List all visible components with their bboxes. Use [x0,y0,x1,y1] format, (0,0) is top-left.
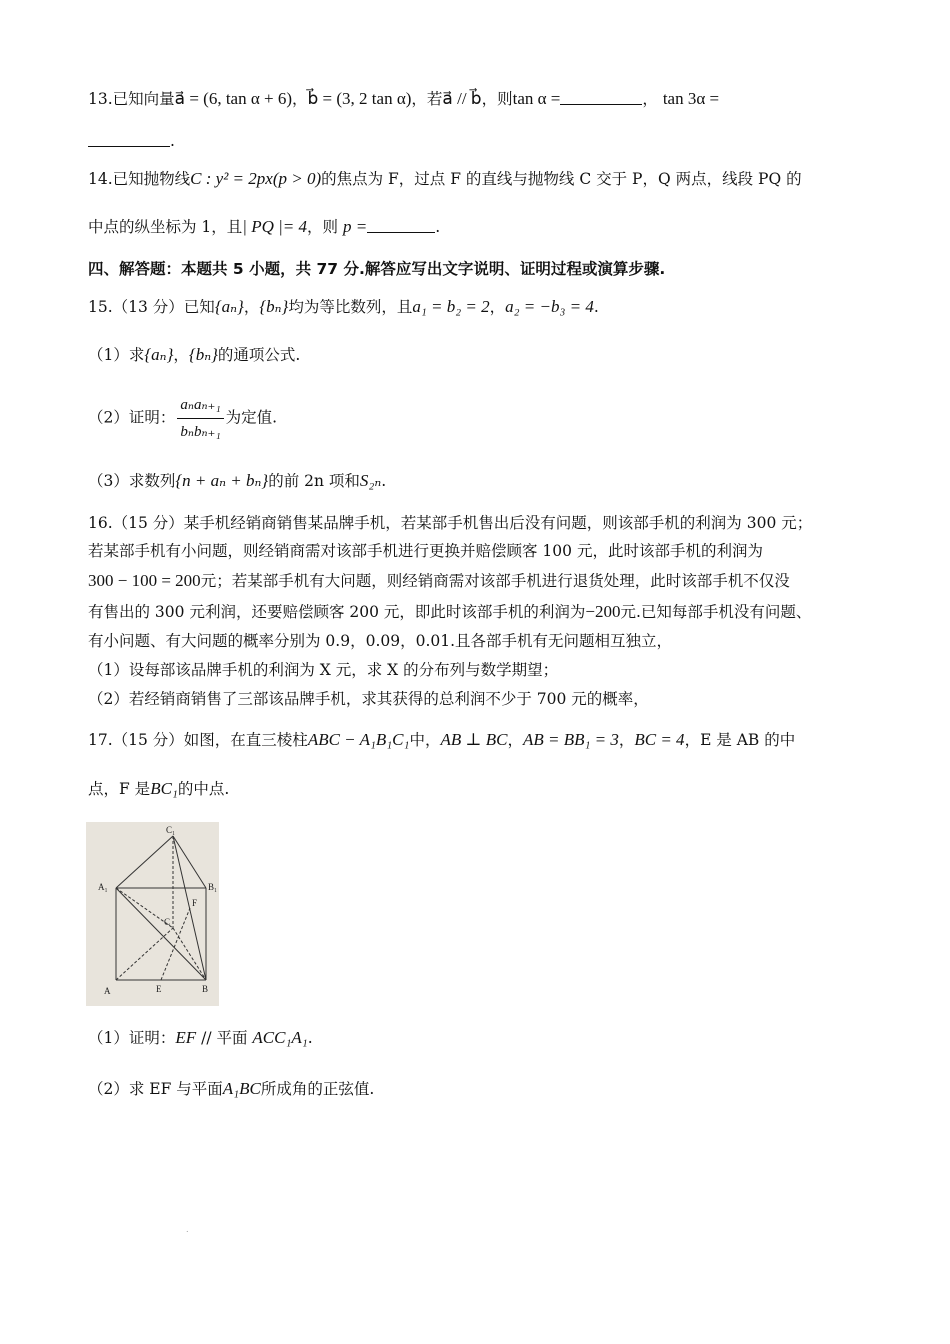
label-f: F [192,898,198,908]
label-e: E [156,984,162,994]
q15-sep2: ， [489,298,506,316]
q17-perp: AB ⊥ BC [440,730,508,749]
q15-p3-b: 的前 2n 项和 [268,472,360,490]
q17-prism: ABC − A₁B₁C₁ [307,730,410,749]
q15-p1-b: 的通项公式. [217,346,301,364]
label-c: C [164,917,171,927]
q15-intro-b: 均为等比数列，且 [288,298,413,316]
q13-blank-1[interactable] [560,90,642,105]
q14-end: . [435,218,441,236]
q17-line1 [88,729,795,751]
label-b: B [202,984,209,994]
q16-l4-math: −200 [585,602,621,621]
q16-line3 [88,570,790,592]
q14-text-c: 中点的纵坐标为 1，且 [88,218,243,236]
q15-p3-a: （3）求数列 [88,472,176,490]
q17-l2-a: 点，F 是 [88,780,151,798]
q16-l3-text: 元；若某部手机有大问题，则经销商需对该部手机进行退货处理，此时该部手机不仅没 [200,572,790,590]
q13-blank-2[interactable] [88,132,170,147]
edge-a1-c1 [116,836,173,888]
label-a: A [104,986,111,996]
q17-p2-a: （2）求 EF 与平面 [88,1080,223,1098]
q14-text-b: 的焦点为 F，过点 F 的直线与抛物线 C 交于 P，Q 两点，线段 PQ 的 [321,170,802,188]
q15-part2 [88,394,277,443]
q17-line2 [88,778,229,800]
q13-line2 [88,130,175,152]
prism-figure [86,822,219,1006]
q14-line1 [88,168,802,190]
q17-sep: ， [507,731,523,749]
q15-cond1: a₁ = b₂ = 2 [412,297,490,316]
q15-p1-seq-a: {aₙ} [144,345,174,364]
q17-eq2: BC = 4 [634,730,685,749]
edge-c1-b1 [173,836,206,888]
q17-p1-a: （1）证明： [88,1029,176,1047]
q13-ask-tan3: tan 3α = [662,89,720,108]
q15-p3-end: . [381,472,387,490]
q13-end: . [170,132,175,150]
q16-l3-math: 300 − 100 = 200 [88,571,201,590]
edge-a-c [116,928,173,980]
q15-intro-a: 15.（13 分）已知 [88,298,215,316]
q15-fraction-numerator: aₙaₙ₊₁ [177,394,223,419]
q17-part2 [88,1078,374,1100]
label-c1: C₁ [166,825,176,835]
q15-p2-a: （2）证明： [88,408,176,427]
q15-fraction [177,394,223,443]
q15-p2-b: 为定值. [225,408,278,427]
q17-p1-b: // 平面 [201,1029,248,1047]
label-b1: B₁ [208,882,218,892]
q14-text-a: 14.已知抛物线 [88,170,191,188]
q13-vector-a: a⃗ = (6, tan α + 6) [174,89,292,108]
q13-line1 [88,88,719,110]
q13-mid2: ，则 [481,90,513,108]
q13-vector-b: b⃗ = (3, 2 tan α) [307,89,412,108]
q16-line5: 有小问题、有大问题的概率分别为 0.9，0.09，0.01.且各部手机有无问题相互独立， [88,632,673,650]
q16-line1: 16.（15 分）某手机经销商销售某品牌手机，若某部手机售出后没有问题，则该部手机的利润为 300 元； [88,514,813,532]
q14-text-d: ，则 [307,218,339,236]
q17-p1-plane: ACC₁A₁ [252,1028,308,1047]
q16-part1: （1）设每部该品牌手机的利润为 X 元，求 X 的分布列与数学期望； [88,661,559,679]
q15-p3-sum: S₂ₙ [359,471,382,490]
q13-sep: ， [292,90,308,108]
q17-bc1: BC₁ [150,779,178,798]
prism-diagram [86,822,219,1006]
q17-part1 [88,1027,313,1049]
q13-parallel: a⃗ // b⃗ [442,89,482,108]
q15-p1-sep: ， [173,346,189,364]
q15-sep: ， [243,298,260,316]
q15-p1-a: （1）求 [88,346,145,364]
q14-ask: p = [342,217,368,236]
q17-l1-b: 中， [409,731,441,749]
q14-condition: | PQ |= 4 [242,217,308,236]
q17-p2-plane: A₁BC [222,1079,261,1098]
section-4-heading: 四、解答题：本题共 5 小题，共 77 分.解答应写出文字说明、证明过程或演算步骤. [88,260,666,278]
q17-l2-b: 的中点. [177,780,230,798]
q17-sep2: ， [618,731,635,749]
edge-c-b [173,928,206,980]
q16-line4 [88,601,811,623]
label-a1: A₁ [98,882,108,892]
q17-p1-end: . [307,1029,313,1047]
q15-fraction-denominator: bₙbₙ₊₁ [180,424,221,440]
q15-intro [88,296,599,318]
q17-eq1: AB = BB₁ = 3 [522,730,619,749]
page-mark: . [186,1225,189,1234]
q17-p1-ef: EF [175,1028,197,1047]
q16-part2: （2）若经销商销售了三部该品牌手机，求其获得的总利润不少于 700 元的概率， [88,690,649,708]
q13-ask-tan: tan α = [512,89,561,108]
q15-part1 [88,344,300,366]
q14-curve: C : y² = 2px(p > 0) [190,169,322,188]
q16-l4-a: 有售出的 300 元利润，还要赔偿顾客 200 元，即此时该部手机的利润为 [88,603,586,621]
q14-blank[interactable] [367,218,435,233]
q15-seq-a: {aₙ} [214,297,244,316]
q13-prefix: 13.已知向量 [88,90,175,108]
q16-line2: 若某部手机有小问题，则经销商需对该部手机进行更换并赔偿顾客 100 元，此时该部手机的利润为 [88,542,763,560]
q13-sep2: ， [642,90,658,108]
q16-l4-b: 元.已知每部手机没有问题、 [620,603,812,621]
q15-seq-b: {bₙ} [259,297,289,316]
q17-l1-a: 17.（15 分）如图，在直三棱柱 [88,731,308,749]
q15-p1-seq-b: {bₙ} [188,345,218,364]
q13-mid: ，若 [411,90,443,108]
q17-p2-b: 所成角的正弦值. [260,1080,375,1098]
q17-l1-c: ，E 是 AB 的中 [684,731,796,749]
q15-end: . [593,298,599,316]
q14-line2 [88,216,440,238]
q15-part3 [88,470,386,492]
q15-cond2: a₂ = −b₃ = 4 [505,297,594,316]
q15-p3-seq: {n + aₙ + bₙ} [175,471,269,490]
